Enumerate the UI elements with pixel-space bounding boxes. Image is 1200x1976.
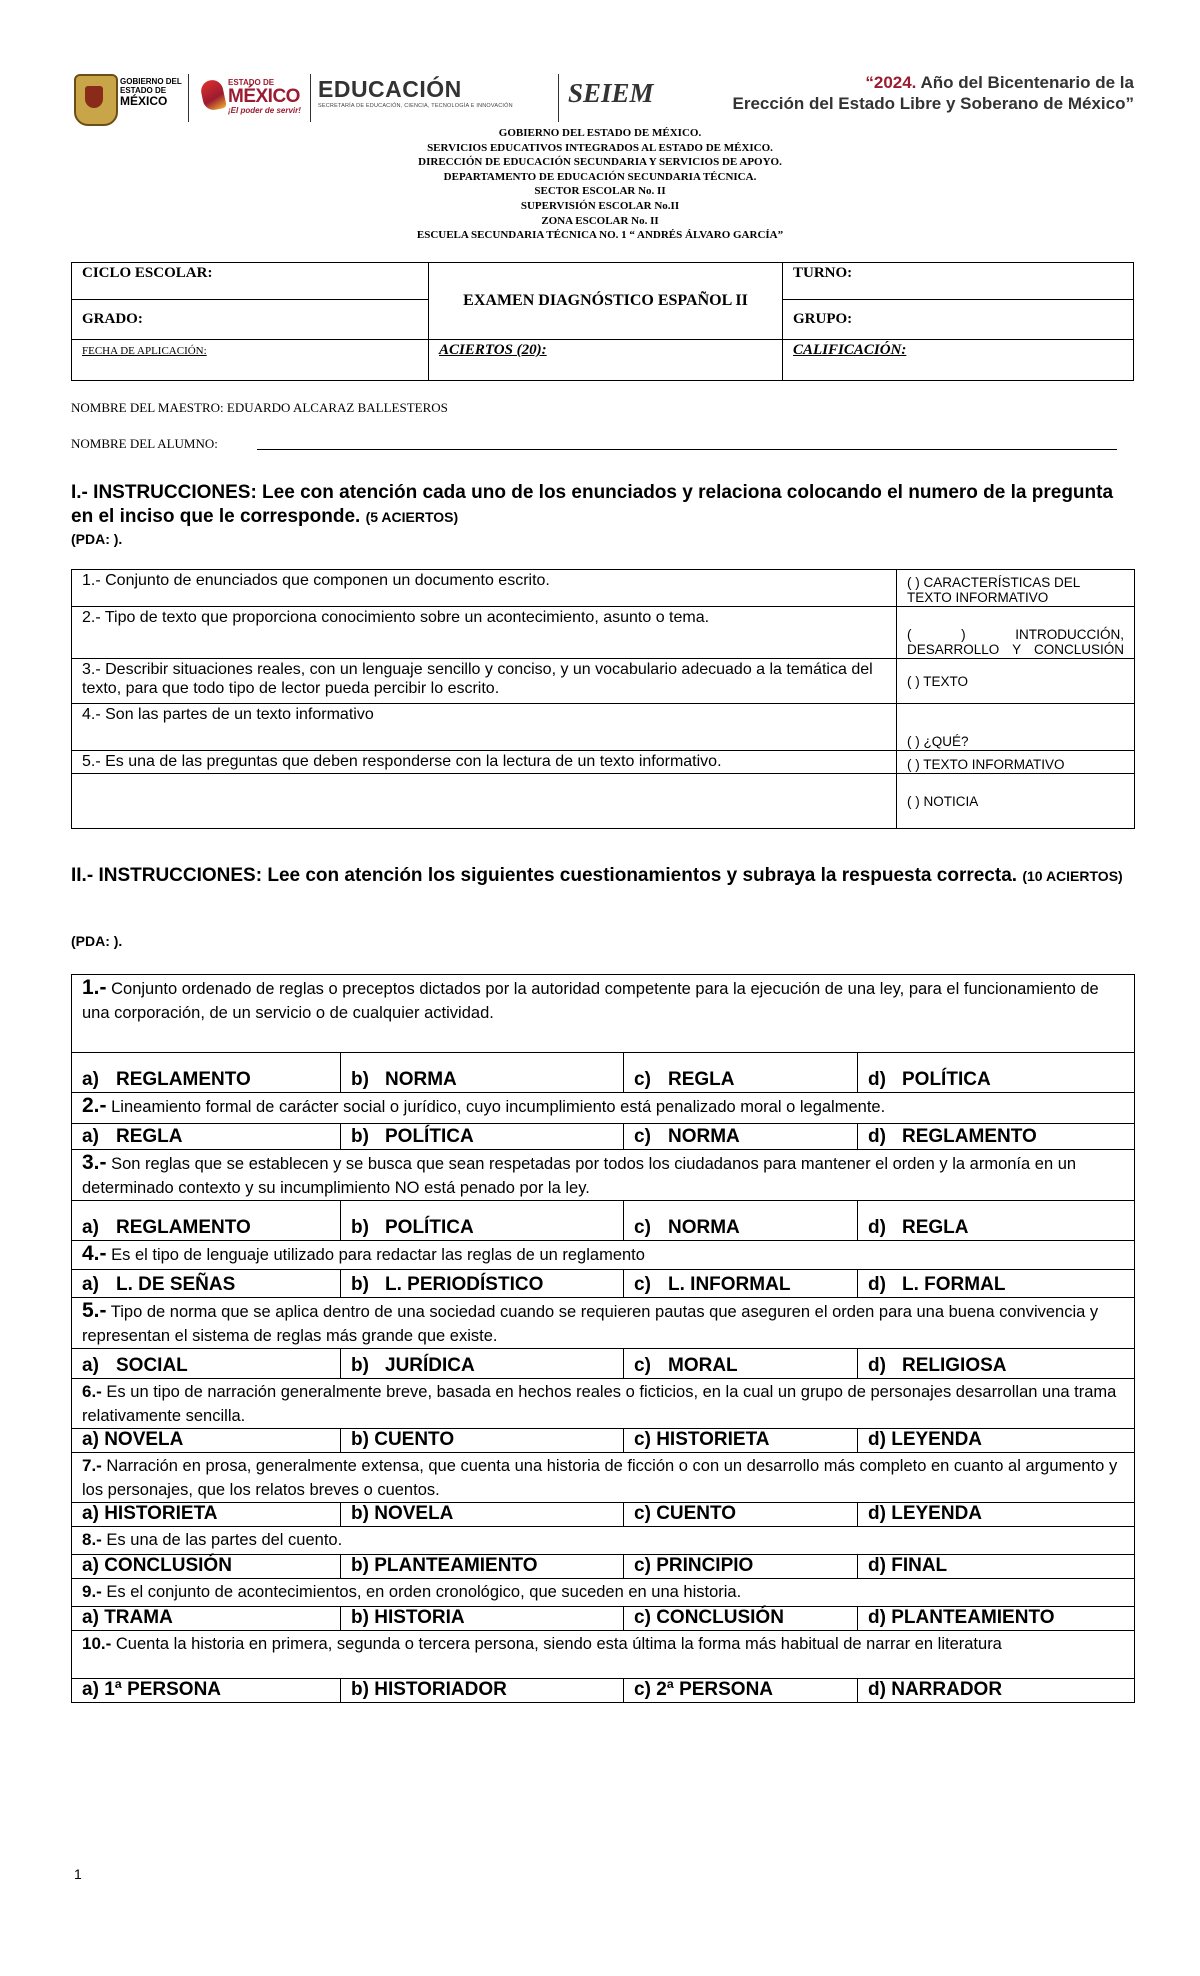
option-text: JURÍDICA xyxy=(385,1355,475,1376)
question-text xyxy=(72,975,1135,1053)
option-text: PLANTEAMIENTO xyxy=(374,1555,538,1576)
answer-option-b[interactable] xyxy=(341,1053,624,1093)
option-letter: d) xyxy=(868,1126,886,1147)
option-letter: c) xyxy=(634,1607,651,1628)
section1-points: (5 ACIERTOS) xyxy=(365,509,459,525)
year-motto xyxy=(684,72,1134,114)
question-body: Es una de las partes del cuento. xyxy=(101,1531,343,1549)
educacion-title: EDUCACIÓN xyxy=(318,76,462,102)
options-row xyxy=(72,1429,1135,1453)
logo-divider xyxy=(558,74,559,122)
match-option[interactable]: ( ) CARACTERÍSTICAS DEL TEXTO INFORMATIVO xyxy=(897,570,1135,607)
institution-line: DIRECCIÓN DE EDUCACIÓN SECUNDARIA Y SERVICIOS DE APOYO. xyxy=(418,156,782,169)
answer-option-c[interactable] xyxy=(624,1503,858,1527)
section2-pda: (PDA: ). xyxy=(71,933,123,949)
gob-line3: MÉXICO xyxy=(120,94,168,108)
question-number: 3.- xyxy=(82,1151,107,1174)
question-number: 2.- xyxy=(82,1094,107,1117)
question-text xyxy=(72,1241,1135,1270)
option-text: 2ª PERSONA xyxy=(656,1679,774,1700)
question-text xyxy=(72,1298,1135,1349)
logo-divider xyxy=(310,74,311,122)
answer-option-a[interactable] xyxy=(72,1270,341,1298)
match-option[interactable]: ( ) NOTICIA xyxy=(897,774,1135,829)
match-question: 3.- Describir situaciones reales, con un lenguaje sencillo y conciso, y un vocabulario adecuado a la temática del texto, para que todo tipo de lector pueda percibir lo escrito. xyxy=(72,659,897,704)
question-number: 7.- xyxy=(82,1456,102,1475)
option-letter: c) xyxy=(634,1217,651,1238)
answer-option-d[interactable] xyxy=(858,1503,1135,1527)
option-letter: d) xyxy=(868,1217,886,1238)
question-number: 8.- xyxy=(82,1530,102,1549)
match-question: 1.- Conjunto de enunciados que componen un documento escrito. xyxy=(72,570,897,607)
match-question: 5.- Es una de las preguntas que deben responderse con la lectura de un texto informativo. xyxy=(72,751,897,774)
option-letter: c) xyxy=(634,1555,651,1576)
gob-line2: ESTADO DE xyxy=(120,86,167,95)
answer-option-d[interactable] xyxy=(858,1607,1135,1631)
grado-field[interactable]: GRADO: xyxy=(72,300,429,340)
question-body: Lineamiento formal de carácter social o jurídico, cuyo incumplimiento está penalizado moral o legalmente. xyxy=(106,1098,886,1116)
question-number: 6.- xyxy=(82,1382,102,1401)
option-letter: b) xyxy=(351,1607,369,1628)
turno-field[interactable]: TURNO: xyxy=(783,263,1134,300)
seiem-logo: SEIEM xyxy=(568,78,654,108)
option-letter: d) xyxy=(868,1429,886,1450)
question-row xyxy=(72,1579,1135,1607)
option-letter: d) xyxy=(868,1679,886,1700)
section2-points: (10 ACIERTOS) xyxy=(1022,868,1123,884)
answer-option-d[interactable] xyxy=(858,1349,1135,1379)
option-text: REGLAMENTO xyxy=(116,1069,251,1090)
question-row xyxy=(72,1093,1135,1124)
option-letter: b) xyxy=(351,1126,369,1147)
option-text: TRAMA xyxy=(104,1607,173,1628)
option-letter: c) xyxy=(634,1503,651,1524)
option-letter: a) xyxy=(82,1679,99,1700)
student-name-label: NOMBRE DEL ALUMNO: xyxy=(71,436,218,451)
option-text: L. PERIODÍSTICO xyxy=(385,1274,544,1295)
answer-option-c[interactable] xyxy=(624,1124,858,1150)
institution-line: ESCUELA SECUNDARIA TÉCNICA NO. 1 “ ANDRÉS ÁLVARO GARCÍA” xyxy=(416,229,784,242)
institution-line: SERVICIOS EDUCATIVOS INTEGRADOS AL ESTADO DE MÉXICO. xyxy=(427,141,773,154)
option-text: 1ª PERSONA xyxy=(104,1679,222,1700)
option-text: REGLAMENTO xyxy=(116,1217,251,1238)
option-text: SOCIAL xyxy=(116,1355,188,1376)
gobierno-logo xyxy=(74,72,182,126)
option-letter: c) xyxy=(634,1679,651,1700)
answer-option-a[interactable] xyxy=(72,1503,341,1527)
institution-line: SECTOR ESCOLAR No. II xyxy=(534,185,666,198)
options-row xyxy=(72,1607,1135,1631)
match-option[interactable]: ( ) ¿QUÉ? xyxy=(897,704,1135,751)
answer-option-a[interactable] xyxy=(72,1679,341,1703)
motto-line2: Erección del Estado Libre y Soberano de México” xyxy=(732,94,1134,113)
answer-option-c[interactable] xyxy=(624,1555,858,1579)
option-text: PRINCIPIO xyxy=(656,1555,754,1576)
answer-option-d[interactable] xyxy=(858,1053,1135,1093)
option-text: NORMA xyxy=(668,1126,740,1147)
option-text: L. FORMAL xyxy=(902,1274,1006,1295)
question-number: 1.- xyxy=(82,976,107,999)
answer-option-a[interactable] xyxy=(72,1429,341,1453)
option-text: HISTORIA xyxy=(374,1607,465,1628)
question-text xyxy=(72,1093,1135,1124)
options-row xyxy=(72,1053,1135,1093)
answer-option-b[interactable] xyxy=(341,1201,624,1241)
options-row xyxy=(72,1679,1135,1703)
answer-option-a[interactable] xyxy=(72,1607,341,1631)
option-letter: a) xyxy=(82,1217,99,1238)
option-letter: a) xyxy=(82,1555,99,1576)
option-letter: d) xyxy=(868,1274,886,1295)
option-letter: a) xyxy=(82,1126,99,1147)
answer-option-b[interactable] xyxy=(341,1124,624,1150)
header-logos xyxy=(74,72,1134,128)
answer-option-d[interactable] xyxy=(858,1555,1135,1579)
section2-instructions: II.- INSTRUCCIONES: Lee con atención los siguientes cuestionamientos y subraya la respuesta correcta. (10 ACIERTOS) xyxy=(71,865,1123,886)
answer-option-c[interactable] xyxy=(624,1053,858,1093)
exam-title: EXAMEN DIAGNÓSTICO ESPAÑOL II xyxy=(429,263,783,340)
option-text: CONCLUSIÓN xyxy=(656,1607,784,1628)
answer-option-d[interactable] xyxy=(858,1429,1135,1453)
institution-line: DEPARTAMENTO DE EDUCACIÓN SECUNDARIA TÉCNICA. xyxy=(443,170,757,183)
answer-option-c[interactable] xyxy=(624,1679,858,1703)
option-text: POLÍTICA xyxy=(902,1069,991,1090)
option-text: L. INFORMAL xyxy=(668,1274,791,1295)
option-text: NOVELA xyxy=(374,1503,454,1524)
option-text: FINAL xyxy=(891,1555,948,1576)
answer-option-b[interactable] xyxy=(341,1555,624,1579)
options-row xyxy=(72,1270,1135,1298)
institution-line: GOBIERNO DEL ESTADO DE MÉXICO. xyxy=(498,127,702,139)
option-letter: c) xyxy=(634,1429,651,1450)
option-text: MORAL xyxy=(668,1355,738,1376)
question-body: Conjunto ordenado de reglas o preceptos dictados por la autoridad competente para la ejecución de una ley, para el funcionamiento de una corporación, de un servicio o de cualquier actividad. xyxy=(82,980,1099,1022)
option-text: RELIGIOSA xyxy=(902,1355,1007,1376)
option-text: CUENTO xyxy=(374,1429,455,1450)
logo-divider xyxy=(188,74,189,122)
option-letter: a) xyxy=(82,1274,99,1295)
question-body: Es el conjunto de acontecimientos, en orden cronológico, que suceden en una historia. xyxy=(101,1583,742,1601)
option-letter: a) xyxy=(82,1429,99,1450)
edomex-line2: MÉXICO xyxy=(228,86,300,107)
option-text: NORMA xyxy=(385,1069,457,1090)
option-letter: d) xyxy=(868,1555,886,1576)
option-letter: b) xyxy=(351,1679,369,1700)
question-row xyxy=(72,975,1135,1053)
option-text: NOVELA xyxy=(104,1429,184,1450)
question-text xyxy=(72,1631,1135,1679)
option-text: POLÍTICA xyxy=(385,1217,474,1238)
question-text xyxy=(72,1527,1135,1555)
answer-option-a[interactable] xyxy=(72,1201,341,1241)
answer-option-c[interactable] xyxy=(624,1349,858,1379)
question-row xyxy=(72,1150,1135,1201)
option-letter: d) xyxy=(868,1503,886,1524)
option-letter: b) xyxy=(351,1555,369,1576)
options-row xyxy=(72,1555,1135,1579)
option-letter: b) xyxy=(351,1217,369,1238)
answer-option-d[interactable] xyxy=(858,1201,1135,1241)
question-text xyxy=(72,1453,1135,1503)
option-letter: b) xyxy=(351,1355,369,1376)
option-letter: a) xyxy=(82,1355,99,1376)
options-row xyxy=(72,1201,1135,1241)
answer-option-b[interactable] xyxy=(341,1607,624,1631)
exam-info-table xyxy=(71,262,1134,381)
answer-option-b[interactable] xyxy=(341,1349,624,1379)
answer-option-c[interactable] xyxy=(624,1607,858,1631)
question-text xyxy=(72,1579,1135,1607)
option-text: REGLA xyxy=(116,1126,183,1147)
option-text: REGLA xyxy=(902,1217,969,1238)
option-letter: c) xyxy=(634,1069,651,1090)
option-text: REGLAMENTO xyxy=(902,1126,1037,1147)
section2-multiple-choice-table xyxy=(71,974,1135,1703)
gob-line1: GOBIERNO DEL xyxy=(120,77,182,86)
question-row xyxy=(72,1241,1135,1270)
question-body: Tipo de norma que se aplica dentro de una sociedad cuando se requieren pautas que aseguren el orden para una buena convivencia y representan el sistema de reglas más grande que existe. xyxy=(82,1303,1099,1345)
option-letter: b) xyxy=(351,1069,369,1090)
answer-option-b[interactable] xyxy=(341,1429,624,1453)
option-text: PLANTEAMIENTO xyxy=(891,1607,1055,1628)
edomex-slogan: ¡El poder de servir! xyxy=(228,106,301,115)
educacion-logo xyxy=(318,76,556,126)
institution-line: SUPERVISIÓN ESCOLAR No.II xyxy=(520,199,680,212)
option-text: CUENTO xyxy=(656,1503,737,1524)
fecha-aplicacion-field[interactable]: FECHA DE APLICACIÓN: xyxy=(82,345,207,357)
question-row xyxy=(72,1379,1135,1429)
teacher-name: NOMBRE DEL MAESTRO: EDUARDO ALCARAZ BALLESTEROS xyxy=(71,400,448,415)
option-letter: d) xyxy=(868,1355,886,1376)
answer-option-a[interactable] xyxy=(72,1349,341,1379)
answer-option-a[interactable] xyxy=(72,1124,341,1150)
option-letter: c) xyxy=(634,1355,651,1376)
motto-line1: Año del Bicentenario de la xyxy=(916,73,1134,92)
motto-year: “2024. xyxy=(865,73,917,92)
edomex-logo xyxy=(202,72,322,126)
option-letter: c) xyxy=(634,1126,651,1147)
educacion-subtitle: SECRETARÍA DE EDUCACIÓN, CIENCIA, TECNOLOGÍA E INNOVACIÓN xyxy=(318,103,513,109)
option-letter: b) xyxy=(351,1274,369,1295)
question-body: Cuenta la historia en primera, segunda o tercera persona, siendo esta última la forma más habitual de narrar en literatura xyxy=(111,1635,1002,1653)
question-body: Es el tipo de lenguaje utilizado para redactar las reglas de un reglamento xyxy=(106,1246,645,1264)
question-row xyxy=(72,1298,1135,1349)
option-text: POLÍTICA xyxy=(385,1126,474,1147)
question-body: Es un tipo de narración generalmente breve, basada en hechos reales o ficticios, en la cual un grupo de personajes desarrollan una trama relativamente sencilla. xyxy=(82,1383,1117,1425)
match-option[interactable]: ( ) INTRODUCCIÓN, DESARROLLO Y CONCLUSIÓN xyxy=(897,607,1135,659)
question-number: 5.- xyxy=(82,1299,107,1322)
options-row xyxy=(72,1124,1135,1150)
option-letter: a) xyxy=(82,1069,99,1090)
aciertos-field[interactable]: ACIERTOS (20): xyxy=(439,342,547,358)
question-number: 9.- xyxy=(82,1582,102,1601)
calificacion-field[interactable]: CALIFICACIÓN: xyxy=(793,342,907,358)
answer-option-a[interactable] xyxy=(72,1053,341,1093)
option-text: NARRADOR xyxy=(891,1679,1003,1700)
ciclo-escolar-field[interactable]: CICLO ESCOLAR: xyxy=(72,263,429,300)
option-text: HISTORIADOR xyxy=(374,1679,507,1700)
question-row xyxy=(72,1631,1135,1679)
institution-line: ZONA ESCOLAR No. II xyxy=(541,214,659,227)
question-row xyxy=(72,1453,1135,1503)
match-question: 2.- Tipo de texto que proporciona conocimiento sobre un acontecimiento, asunto o tema. xyxy=(72,607,897,659)
state-crest-icon xyxy=(74,74,118,126)
question-body: Narración en prosa, generalmente extensa, que cuenta una historia de ficción o con un desarrollo más completo en cuanto al argumento y los personajes, que los relatos breves o cuentos. xyxy=(82,1457,1118,1499)
answer-option-b[interactable] xyxy=(341,1270,624,1298)
option-letter: b) xyxy=(351,1429,369,1450)
empty-cell xyxy=(72,774,897,829)
match-option[interactable]: ( ) TEXTO INFORMATIVO xyxy=(897,751,1135,774)
answer-option-c[interactable] xyxy=(624,1429,858,1453)
option-text: LEYENDA xyxy=(891,1429,983,1450)
question-body: Son reglas que se establecen y se busca que sean respetadas por todos los ciudadanos para mantener el orden y la armonía en un determinado contexto y su incumplimiento NO está penado por la ley. xyxy=(82,1155,1077,1197)
edomex-line1: ESTADO DE xyxy=(228,78,275,87)
question-row xyxy=(72,1527,1135,1555)
option-letter: d) xyxy=(868,1069,886,1090)
answer-option-c[interactable] xyxy=(624,1270,858,1298)
option-text: L. DE SEÑAS xyxy=(116,1274,236,1295)
institution-header xyxy=(0,126,1200,243)
answer-option-b[interactable] xyxy=(341,1503,624,1527)
question-number: 4.- xyxy=(82,1242,107,1265)
option-text: HISTORIETA xyxy=(104,1503,218,1524)
option-letter: a) xyxy=(82,1503,99,1524)
page-number: 1 xyxy=(74,1866,82,1882)
option-letter: d) xyxy=(868,1607,886,1628)
option-text: HISTORIETA xyxy=(656,1429,770,1450)
answer-option-c[interactable] xyxy=(624,1201,858,1241)
option-text: CONCLUSIÓN xyxy=(104,1555,232,1576)
option-text: REGLA xyxy=(668,1069,735,1090)
flame-icon xyxy=(199,78,227,112)
option-text: LEYENDA xyxy=(891,1503,983,1524)
section1-instructions: I.- INSTRUCCIONES: Lee con atención cada uno de los enunciados y relaciona colocando el numero de la pregunta en el inciso que le corresponde. (5 ACIERTOS) xyxy=(71,482,1114,527)
student-name-input-line[interactable] xyxy=(257,449,1117,450)
answer-option-d[interactable] xyxy=(858,1124,1135,1150)
question-text xyxy=(72,1150,1135,1201)
grupo-field[interactable]: GRUPO: xyxy=(783,300,1134,340)
option-text: NORMA xyxy=(668,1217,740,1238)
option-letter: c) xyxy=(634,1274,651,1295)
answer-option-b[interactable] xyxy=(341,1679,624,1703)
option-letter: b) xyxy=(351,1503,369,1524)
match-option[interactable]: ( ) TEXTO xyxy=(897,659,1135,704)
option-letter: a) xyxy=(82,1607,99,1628)
section1-pda: (PDA: ). xyxy=(71,531,123,547)
question-number: 10.- xyxy=(82,1634,112,1653)
question-text xyxy=(72,1379,1135,1429)
answer-option-a[interactable] xyxy=(72,1555,341,1579)
section1-match-table xyxy=(71,569,1135,829)
answer-option-d[interactable] xyxy=(858,1679,1135,1703)
match-question: 4.- Son las partes de un texto informativo xyxy=(72,704,897,751)
options-row xyxy=(72,1503,1135,1527)
options-row xyxy=(72,1349,1135,1379)
answer-option-d[interactable] xyxy=(858,1270,1135,1298)
